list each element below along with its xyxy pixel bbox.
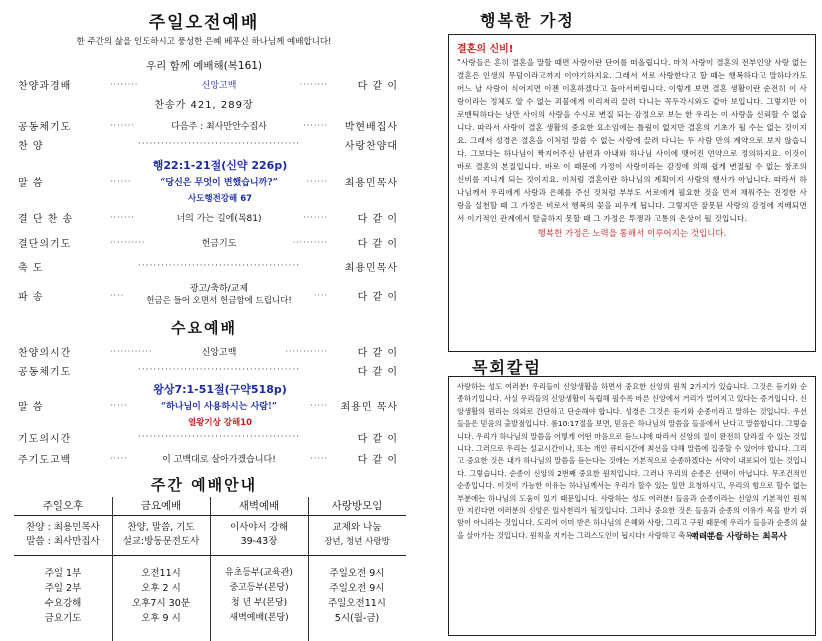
- wednesday-sermon-note: 열왕기상 강해10: [187, 418, 253, 428]
- sermon-title: “하나님이 사용하시는 사람!”: [160, 401, 278, 412]
- happy-home-heading: 결혼의 신비!: [457, 44, 514, 55]
- time-line: 주일 2부: [44, 583, 82, 595]
- sunday-verse: 행22:1-21절(신약 226p): [152, 159, 288, 172]
- row-mid: 헌금기도: [201, 238, 237, 249]
- time-line: 수요강해: [44, 598, 82, 610]
- row-label: 기도의시간: [18, 433, 72, 445]
- cell-line: 장년, 청년 사랑방: [324, 537, 390, 547]
- time-line: 오후7시 30분: [132, 598, 190, 610]
- sunday-title: 주일오전예배: [148, 13, 260, 33]
- row-dismissal: [18, 282, 398, 308]
- time-line: 주일 1부: [44, 568, 82, 580]
- dots: ······: [110, 176, 132, 186]
- row-wed-prayer-time: [18, 430, 398, 444]
- schedule-header: 주일오후: [14, 497, 112, 515]
- row-prayer: [18, 118, 398, 132]
- schedule-cell: [210, 515, 308, 555]
- row-offering: [18, 235, 398, 249]
- time-line: 5시(월-금): [334, 613, 380, 625]
- row-who: 다 같 이: [357, 291, 398, 303]
- row-who: 다 같 이: [357, 433, 398, 445]
- happy-home-tail: 행복한 가정은 노력을 통해서 이루어지는 것입니다.: [537, 229, 727, 239]
- time-line: 주일오전 9시: [329, 583, 385, 595]
- row-who: 최용민목사: [344, 177, 398, 189]
- row-label: 결 단 찬 송: [18, 213, 74, 225]
- row-who: 다 같 이: [357, 213, 398, 225]
- dismissal-line1: 광고/축하/교제: [189, 284, 249, 294]
- time-line: 청 년 부(본당): [230, 598, 288, 609]
- dots: ············: [285, 346, 328, 356]
- row-lords-prayer: [18, 451, 398, 465]
- row-hymn: [18, 77, 398, 91]
- time-line: 오후 9 시: [141, 613, 181, 625]
- row-sermon: [18, 172, 398, 190]
- schedule-cell: [112, 515, 210, 555]
- row-label: 공동체기도: [18, 366, 72, 378]
- time-line: 오전11시: [141, 568, 181, 580]
- time-line: 유초등부(교육관): [225, 568, 293, 579]
- dots: ·······: [110, 212, 135, 222]
- cell-line: 찬양 : 최용민목사: [26, 522, 100, 533]
- time-line: 금요기도: [44, 613, 82, 625]
- row-label: 말 씀: [18, 401, 44, 413]
- dots: ·····: [110, 453, 128, 463]
- dots: ·····: [110, 400, 128, 410]
- dots: ··········································: [137, 432, 301, 442]
- dots: ····: [313, 290, 328, 300]
- dots: ·······: [303, 212, 328, 222]
- sermon-note: 사도행전강해 67: [187, 194, 253, 204]
- dots: ············: [110, 346, 153, 356]
- row-who: 다 같 이: [357, 80, 398, 92]
- row-who: 최용민 목사: [340, 401, 398, 413]
- pastor-column-box: [448, 376, 816, 636]
- cell-line: 찬양, 말씀, 기도: [127, 522, 195, 533]
- time-line: 새벽예배(본당): [229, 613, 289, 624]
- dismissal-line2: 헌금은 들어 오면서 헌금함에 드립니다!: [146, 296, 292, 306]
- dots: ··········: [110, 237, 146, 247]
- row-label: 찬 양: [18, 140, 44, 152]
- row-label: 파 송: [18, 291, 44, 303]
- dots: ·······: [303, 120, 328, 130]
- time-line: 주일오전11시: [328, 598, 386, 610]
- row-wed-prayer: [18, 363, 398, 377]
- row-mid: 신앙고백: [201, 80, 237, 91]
- right-column: [440, 0, 822, 641]
- dots: ········: [110, 79, 139, 89]
- dots: ····: [110, 290, 125, 300]
- row-label: 찬양과경배: [18, 80, 72, 92]
- pastor-column-title: 목회칼럼: [472, 358, 542, 377]
- cell-line: 39-43장: [240, 536, 278, 547]
- schedule-divider: [210, 497, 211, 641]
- cell-line: 설교:방동문전도사: [122, 536, 200, 547]
- row-who: 다 같 이: [357, 347, 398, 359]
- row-who: 다 같 이: [357, 366, 398, 378]
- row-wed-praise: [18, 344, 398, 358]
- row-who: 다 같 이: [357, 454, 398, 466]
- schedule-cell: [210, 555, 308, 637]
- row-praise: [18, 137, 398, 151]
- dots: ······: [306, 176, 328, 186]
- dots: ··········································: [137, 365, 301, 375]
- happy-home-title: 행복한 가정: [480, 11, 575, 30]
- cell-line: 교제와 나눔: [332, 522, 382, 533]
- dots: ··········································: [137, 261, 301, 271]
- cell-line: 말씀 : 최사만집사: [26, 536, 100, 547]
- time-line: 주일오전 9시: [329, 568, 385, 580]
- schedule-divider: [112, 497, 113, 641]
- row-label: 공동체기도: [18, 121, 72, 133]
- dots: ·······: [110, 120, 135, 130]
- schedule-cell: [308, 555, 406, 637]
- left-column: [0, 0, 408, 641]
- row-mid: 이 고백대로 살아가겠습니다!: [162, 454, 276, 465]
- row-mid: [124, 283, 314, 307]
- schedule-cell: [112, 555, 210, 637]
- schedule-divider: [308, 497, 309, 641]
- row-who: 다 같 이: [357, 238, 398, 250]
- row-label: 말 씀: [18, 177, 44, 189]
- row-mid: 신앙고백: [201, 347, 237, 358]
- happy-home-body: “사랑들은 흔히 결혼을 말할 때면 사랑이란 단어를 떠올립니다. 마치 사랑이 결혼의 전부인양 사랑 없는 결혼은 인생의 무덤이라고까지 이야기하지요. 그래서 서로 사랑한다고 할 때는 행복하다고 말하다가도 어느 날 사랑이 식어지면 이젠 이혼하겠다고 돌아서버립니다. 이렇게 보면 결혼 생활이란 순전히 이 사랑이라는 정체도 알 수 없는 괴물에게 이리저리 끌려 다니는 꼭두각시와도 같아 보입니다. 그렇지만 이 로맨틱하다는 낭만 사이의 사랑을 수시로 변질 되는 감정으로 보는 한 우리는 이 사랑을 신뢰할 수 없습니다. 따라서 사랑이 결혼 생활의 중요한 요소임에는 틀림이 없지만 결혼의 기초가 될 수는 없는 것이지요. 그래서 성경은 결혼을 이처럼 말씀 수 없는 사랑에 끌려 다니는 두 사람 만의 계약으로 보지 않습니다. 그보다는 하나님이 짝지어주신 남편과 아내와 하나님 사이에 맺어진 언약으로 정의하지요. 이것이 바로 결혼의 본질입니다. 바로 이 때문에 가정이 사랑이라는 감정에 의해 쉽게 변질될 수 없는 창조의 신비를 지니게 되는 것이지요. 이처럼 결혼이란 하나님의 계획이지 사람의 행사가 아닙니다. 따라서 하나님께서 우리에게 사랑과 은혜를 주신 것처럼 부부도 서로에게 필요한 것을 먼저 채워주는 진정한 사랑을 실천할 때 그 가정은 비로서 행복의 꽃을 피우게 됩니다. 그렇지만 잘못된 사랑의 감정에 지배되면서 이기적인 관계에서 탈출하지 못할 때 그 가정은 투쟁과 고통의 온상이 될 것입니다.: [457, 58, 807, 223]
- row-mid: 너의 가는 길에(복81): [176, 213, 262, 224]
- row-mid: 다음주 : 최사만안수집사: [171, 121, 267, 132]
- row-label: 주기도고백: [18, 454, 72, 466]
- schedule-header: 금요예배: [112, 497, 210, 515]
- wednesday-title: 수요예배: [171, 319, 237, 337]
- schedule-header: 새벽예배: [210, 497, 308, 515]
- row-who: 박현배집사: [344, 121, 398, 133]
- pastor-column-body: 사랑하는 성도 여러분! 우리들이 신앙생활을 하면서 중요한 신앙의 원칙 2가지가 있습니다. 그것은 듣기와 순종하기입니다. 사실 우리들의 신앙생활이 독립해 필수록 바른 신앙에서 거리가 멀어지고 있다는 증거입니다. 신앙생활의 원리는 의외로 간단하고 단순해야 합니다. 성경은 그것은 듣기와 순종이라고 말하는 것입니다. 우선 들음은 믿음의 출발점입니다. 롬10:17절을 보면, 믿음은 하나님의 말씀을 들음에서 난다고 말씀합니다. 그렇습니다. 우리가 하나님의 말씀을 어떻게 어떤 마음으로 듣느냐에 따라서 신앙의 질이 완전히 달라질 수 있는 것입니다. 그러므로 우리는 설교시간이나, 또는 개인 큐티시간에 최선을 다해 말씀에 집중할 수 있어야 합니다. 그리고 중요한 것은 내가 하나님의 말씀을 듣는다는 것에는 기본적으로 순종하겠다는 서약이 내포되어 있는 것입니다. 그렇습니다. 순종이 신앙의 2번째 중요한 원칙입니다. 그러나 우리의 순종은 선택이 아닙니다. 무조건적인 순종입니다. 이것이 가능한 이유는 하나님께서는 우리가 할수 있는 일만 요청하시고, 우리의 힘으로 할수 없는 부분에는 하나님의 도움이 있기 때문입니다. 사랑하는 성도 여러분! 들음과 순종이라는 신앙의 기본적인 원칙만 지킨다면 여러분의 신앙은 일사천리가 될것입니다. 그러나 중요한 것은 들음과 순종의 이유가 목을 받기 위함이 아니라는 것입니다. 도리어 이미 받은 하나님의 은혜와 사랑, 그리고 구원 때문에 우리가 들음과 순종의 삶을 살아가는 것입니다. 원칙을 지키는 그리스도인이 됩시다! 사랑하고 축복합니다.!: [457, 382, 807, 540]
- schedule-cell: [14, 515, 112, 555]
- cell-line: 이사야서 강해: [229, 522, 289, 533]
- call-to-worship: 우리 함께 예배해(복161): [145, 60, 263, 72]
- row-decision: [18, 210, 398, 224]
- row-wed-sermon: [18, 396, 398, 414]
- dots: ·····: [310, 453, 328, 463]
- dots: ·····: [310, 400, 328, 410]
- sermon-title: “당신은 무엇이 변했습니까?”: [160, 177, 278, 188]
- schedule-header: 사랑방모임: [308, 497, 406, 515]
- wednesday-verse: 왕상7:1-51절(구약518p): [153, 383, 287, 396]
- time-line: 오후 2 시: [141, 583, 181, 595]
- row-who: 사랑찬양대: [344, 140, 398, 152]
- row-label: 결단의기도: [18, 238, 72, 250]
- time-line: 중고등부(본당): [229, 583, 289, 594]
- row-benediction: [18, 259, 398, 273]
- pastor-signature: 여러분을 사랑하는 최목사: [690, 532, 787, 543]
- dots: ··········: [292, 237, 328, 247]
- row-who: 최용민목사: [344, 262, 398, 274]
- schedule-cell: [14, 555, 112, 637]
- happy-home-box: [448, 34, 816, 352]
- dots: ··········································: [137, 139, 301, 149]
- schedule-cell: [308, 515, 406, 555]
- row-label: 찬양의시간: [18, 347, 72, 359]
- hymn-numbers: 찬송가 421, 289장: [154, 100, 254, 111]
- sunday-subtitle: 한 주간의 삶을 인도하시고 풍성한 은혜 베푸신 하나님께 예배합니다!: [76, 37, 332, 47]
- row-label: 축 도: [18, 262, 44, 274]
- dots: ········: [299, 79, 328, 89]
- schedule-title: 주간 예배안내: [150, 476, 258, 494]
